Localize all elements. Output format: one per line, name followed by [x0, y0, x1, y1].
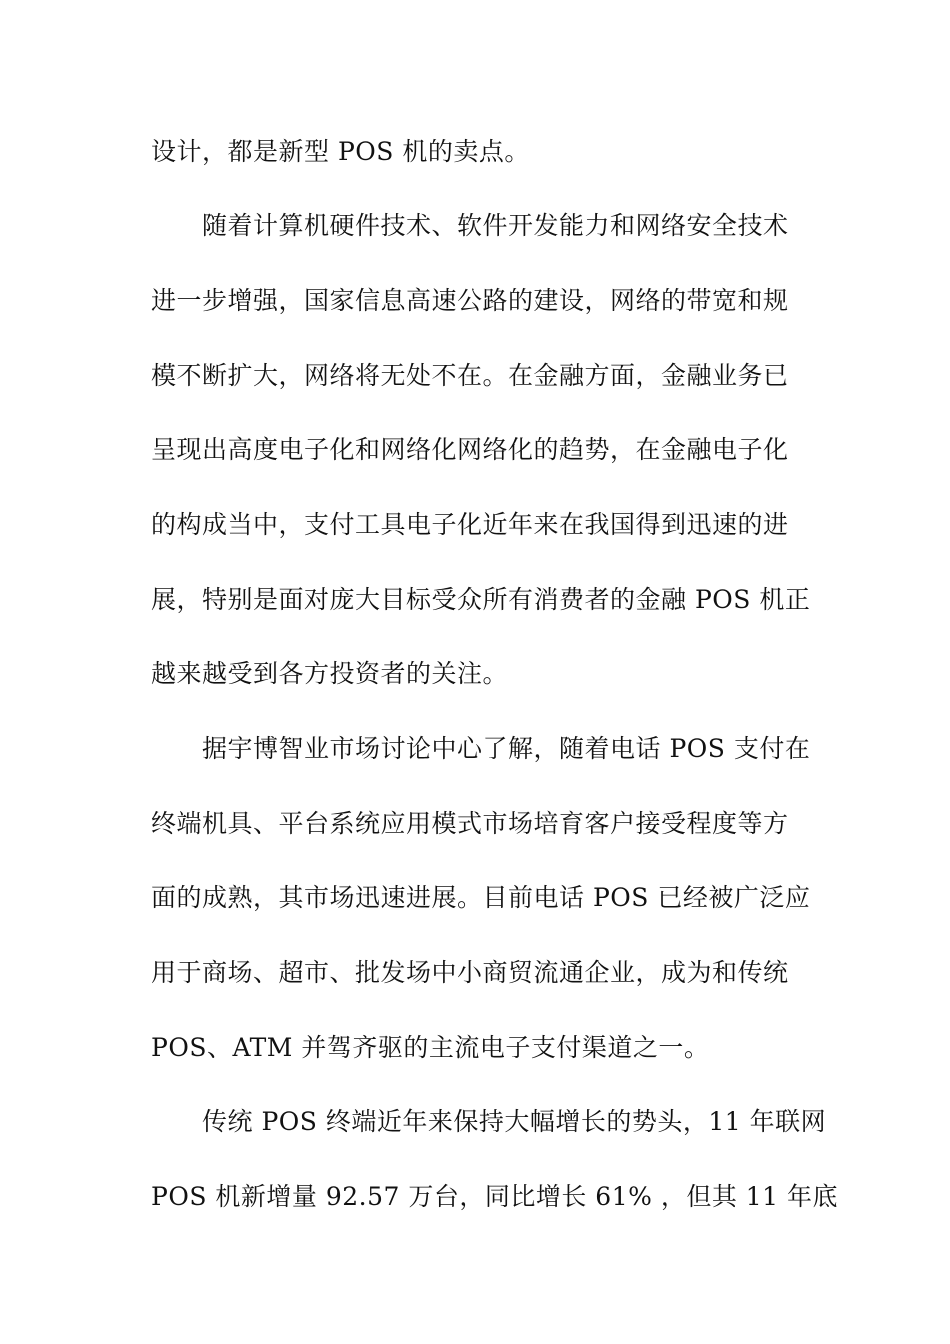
paragraph-4-line-2: POS 机新增量 92.57 万台，同比增长 61% ，但其 11 年底 [151, 1182, 839, 1211]
paragraph-1-line-1: 设计，都是新型 POS 机的卖点。 [151, 137, 530, 166]
paragraph-2-line-3: 模不断扩大，网络将无处不在。在金融方面，金融业务已 [151, 361, 789, 390]
paragraph-2-line-2: 进一步增强，国家信息高速公路的建设，网络的带宽和规 [151, 286, 789, 315]
paragraph-3-line-1: 据宇博智业市场讨论中心了解，随着电话 POS 支付在 [202, 734, 811, 763]
paragraph-2-line-1: 随着计算机硬件技术、软件开发能力和网络安全技术 [202, 211, 789, 240]
paragraph-3-line-5: POS、ATM 并驾齐驱的主流电子支付渠道之一。 [151, 1033, 710, 1062]
paragraph-2-line-7: 越来越受到各方投资者的关注。 [151, 659, 509, 688]
paragraph-4-line-1: 传统 POS 终端近年来保持大幅增长的势头，11 年联网 [202, 1107, 827, 1136]
paragraph-3-line-4: 用于商场、超市、批发场中小商贸流通企业，成为和传统 [151, 958, 789, 987]
paragraph-2-line-4: 呈现出高度电子化和网络化网络化的趋势，在金融电子化 [151, 435, 789, 464]
paragraph-2-line-5: 的构成当中，支付工具电子化近年来在我国得到迅速的进 [151, 510, 789, 539]
paragraph-3-line-2: 终端机具、平台系统应用模式市场培育客户接受程度等方 [151, 809, 789, 838]
paragraph-3-line-3: 面的成熟，其市场迅速进展。目前电话 POS 已经被广泛应 [151, 883, 811, 912]
paragraph-2-line-6: 展，特别是面对庞大目标受众所有消费者的金融 POS 机正 [151, 585, 811, 614]
